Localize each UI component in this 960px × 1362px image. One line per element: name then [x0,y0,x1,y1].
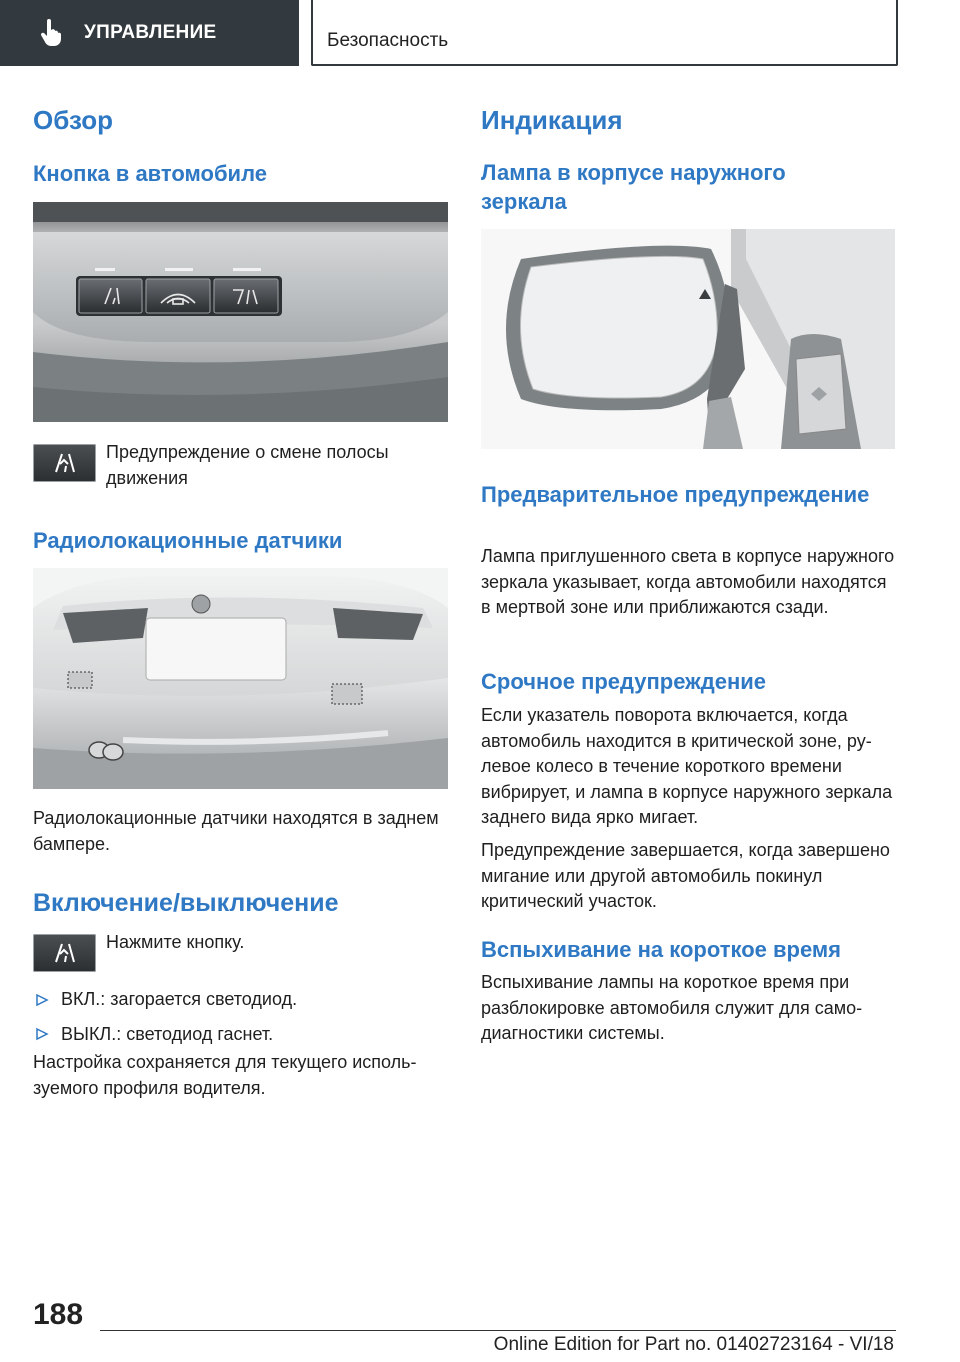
lane-change-button-icon-2[interactable] [33,934,96,972]
lane-change-icon [50,452,80,474]
chapter-label: Безопасность [327,30,449,51]
mirror-lamp-title: Лампа в корпусе наружного зеркала [481,160,786,214]
press-button-text: Нажмите кнопку. [106,932,245,952]
urgent-title: Срочное предупреждение [481,669,767,694]
list-triangle-icon [35,993,49,1007]
footer-divider [100,1330,896,1331]
radar-text: Радиолокационные датчики находятся в заднем бампере. [33,808,439,854]
mirror-image [481,229,895,449]
lane-change-button-icon [33,444,96,482]
list-item [33,987,448,1013]
onoff-list [33,987,448,1047]
urgent-text-2: Предупреждение завершается, когда завершено мигание или другой автомобиль покинул критический участок. [481,840,890,911]
list-item-text: ВЫКЛ.: светодиод гаснет. [61,1023,274,1044]
rear-bumper-image [33,568,448,789]
chapter-box [311,0,898,66]
list-item-text: ВКЛ.: загорается светодиод. [61,989,298,1009]
list-triangle-icon [35,1027,49,1041]
section-label: УПРАВЛЕНИЕ [84,22,217,43]
pre-warning-title: Предварительное предупреждение [481,482,870,507]
lane-warning-text: Предупреждение о смене полосы движения [106,442,389,488]
indication-title: Индикация [481,105,623,135]
section-tab[interactable] [0,0,299,66]
urgent-text-1: Если указатель поворота включается, когда автомобиль находится в критической зоне, рулевое колесо в течение короткого времени вибрирует, и лампа в корпусе наружного зеркала заднего вида ярко мигает. [481,705,893,827]
setting-text: Настройка сохраняется для текущего используемого профиля водителя. [33,1052,417,1098]
flash-text: Вспыхивание лампы на короткое время при разблокировке автомобиля служит для самодиагностики системы. [481,972,863,1043]
edition-text[interactable]: Online Edition for Part no. 01402723164 - VI/18 [493,1334,894,1355]
page-number: 188 [33,1298,84,1331]
hand-pointer-icon [40,19,64,47]
radar-title: Радиолокационные датчики [33,528,343,553]
button-title: Кнопка в автомобиле [33,161,267,186]
list-item [33,1022,448,1048]
lane-change-icon [50,942,80,964]
overview-title: Обзор [33,105,113,135]
pre-warning-text: Лампа приглушенного света в корпусе наружного зеркала указывает, когда автомобили находятся в мертвой зоне или приближаются сзади. [481,546,895,617]
flash-title: Вспыхивание на короткое время [481,937,842,962]
onoff-title: Включение/выключение [33,889,339,917]
button-panel-image [33,202,448,422]
